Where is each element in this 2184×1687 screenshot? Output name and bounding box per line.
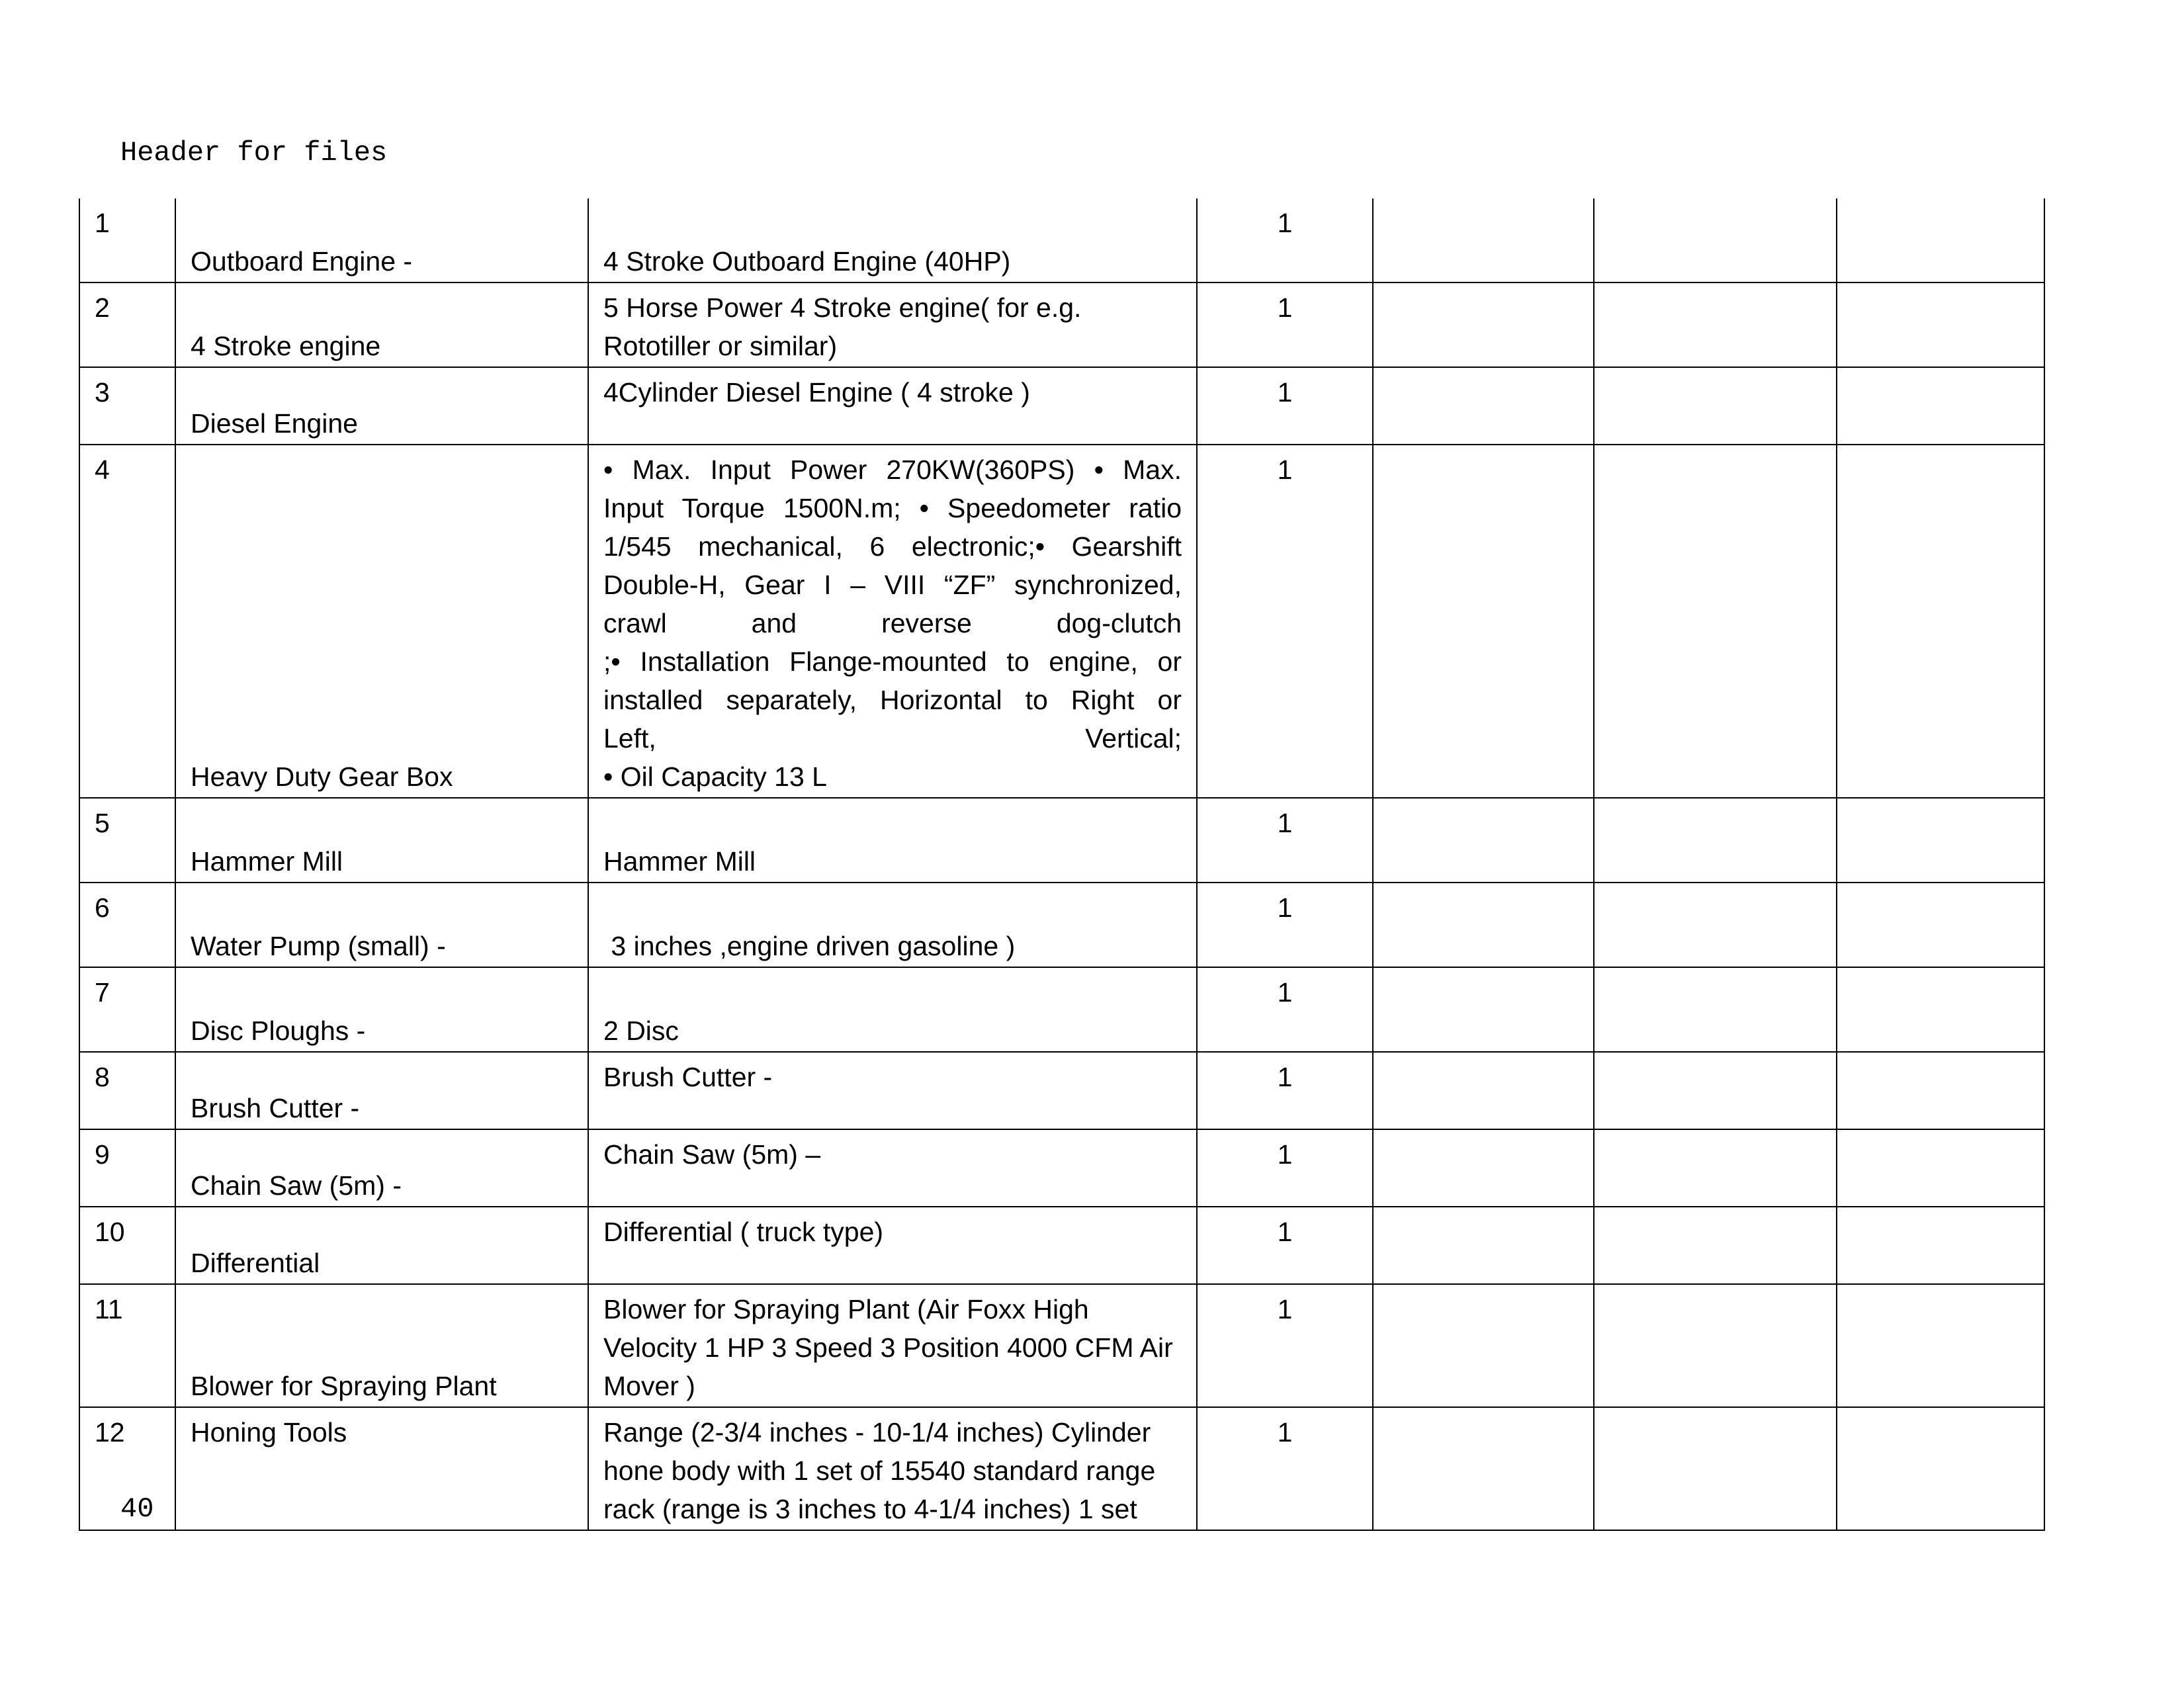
item-name: Blower for Spraying Plant	[175, 1284, 588, 1407]
empty-cell	[1594, 798, 1837, 883]
page-header: Header for files	[120, 137, 388, 169]
item-qty: 1	[1197, 1407, 1373, 1530]
table-row	[79, 1052, 2044, 1129]
empty-cell	[1594, 1129, 1837, 1207]
empty-cell	[1373, 883, 1594, 967]
spec-line: ;• Installation Flange-mounted to engine, or	[603, 646, 1182, 677]
item-name: Brush Cutter -	[175, 1052, 588, 1129]
table-row	[79, 1207, 2044, 1284]
empty-cell	[1373, 445, 1594, 798]
item-spec: Hammer Mill	[588, 798, 1197, 883]
item-qty: 1	[1197, 967, 1373, 1052]
item-qty: 1	[1197, 1284, 1373, 1407]
item-qty: 1	[1197, 798, 1373, 883]
item-number: 8	[79, 1052, 175, 1129]
spec-line: Left, Vertical;	[603, 723, 1182, 754]
item-qty: 1	[1197, 367, 1373, 445]
item-name: Honing Tools	[175, 1407, 588, 1530]
item-name: Heavy Duty Gear Box	[175, 445, 588, 798]
item-number: 5	[79, 798, 175, 883]
item-spec: Blower for Spraying Plant (Air Foxx High Velocity 1 HP 3 Speed 3 Position 4000 CFM Air Mover )	[588, 1284, 1197, 1407]
empty-cell	[1837, 1052, 2044, 1129]
equipment-table	[79, 198, 2045, 1531]
empty-cell	[1373, 1207, 1594, 1284]
item-spec: 5 Horse Power 4 Stroke engine( for e.g. Rototiller or similar)	[588, 282, 1197, 367]
table-row	[79, 282, 2044, 367]
item-spec: Range (2-3/4 inches - 10-1/4 inches) Cylinder hone body with 1 set of 15540 standard range rack (range is 3 inches to 4-1/4 inches) 1 set	[588, 1407, 1197, 1530]
empty-cell	[1373, 798, 1594, 883]
table-row	[79, 1407, 2044, 1530]
item-name: Outboard Engine -	[175, 198, 588, 282]
item-name: Differential	[175, 1207, 588, 1284]
empty-cell	[1837, 198, 2044, 282]
table-row	[79, 445, 2044, 798]
empty-cell	[1594, 1284, 1837, 1407]
empty-cell	[1837, 1407, 2044, 1530]
item-number: 3	[79, 367, 175, 445]
table-row	[79, 198, 2044, 282]
item-spec: Differential ( truck type)	[588, 1207, 1197, 1284]
empty-cell	[1594, 445, 1837, 798]
item-qty: 1	[1197, 282, 1373, 367]
empty-cell	[1837, 1129, 2044, 1207]
empty-cell	[1837, 367, 2044, 445]
empty-cell	[1594, 1407, 1837, 1530]
empty-cell	[1837, 1207, 2044, 1284]
item-number: 1	[79, 198, 175, 282]
empty-cell	[1373, 1052, 1594, 1129]
empty-cell	[1373, 367, 1594, 445]
item-spec: 3 inches ,engine driven gasoline )	[588, 883, 1197, 967]
item-spec: Brush Cutter -	[588, 1052, 1197, 1129]
item-spec	[588, 445, 1197, 798]
item-qty: 1	[1197, 198, 1373, 282]
spec-line: • Max. Input Power 270KW(360PS) • Max.	[603, 454, 1182, 485]
empty-cell	[1373, 967, 1594, 1052]
item-number: 11	[79, 1284, 175, 1407]
empty-cell	[1373, 1129, 1594, 1207]
item-spec: Chain Saw (5m) –	[588, 1129, 1197, 1207]
empty-cell	[1594, 1052, 1837, 1129]
table-row	[79, 967, 2044, 1052]
spec-line: Double-H, Gear I – VIII “ZF” synchronized,	[603, 570, 1182, 600]
item-name: Chain Saw (5m) -	[175, 1129, 588, 1207]
item-number: 6	[79, 883, 175, 967]
empty-cell	[1594, 1207, 1837, 1284]
spec-line: 1/545 mechanical, 6 electronic;• Gearshift	[603, 531, 1182, 562]
empty-cell	[1373, 282, 1594, 367]
empty-cell	[1594, 282, 1837, 367]
spec-line: crawl and reverse dog-clutch	[603, 608, 1182, 638]
empty-cell	[1373, 1284, 1594, 1407]
item-spec: 4 Stroke Outboard Engine (40HP)	[588, 198, 1197, 282]
item-number: 9	[79, 1129, 175, 1207]
item-name: Water Pump (small) -	[175, 883, 588, 967]
item-number: 12	[79, 1407, 175, 1530]
item-qty: 1	[1197, 445, 1373, 798]
spec-line: • Oil Capacity 13 L	[603, 761, 827, 792]
spec-line: installed separately, Horizontal to Right or	[603, 685, 1182, 715]
item-number: 2	[79, 282, 175, 367]
item-spec: 4Cylinder Diesel Engine ( 4 stroke )	[588, 367, 1197, 445]
item-name: Diesel Engine	[175, 367, 588, 445]
table-row	[79, 1284, 2044, 1407]
item-qty: 1	[1197, 1207, 1373, 1284]
item-name: Disc Ploughs -	[175, 967, 588, 1052]
table-row	[79, 1129, 2044, 1207]
table-row	[79, 798, 2044, 883]
empty-cell	[1373, 1407, 1594, 1530]
empty-cell	[1837, 282, 2044, 367]
empty-cell	[1837, 445, 2044, 798]
item-number: 10	[79, 1207, 175, 1284]
empty-cell	[1594, 967, 1837, 1052]
empty-cell	[1837, 967, 2044, 1052]
empty-cell	[1373, 198, 1594, 282]
empty-cell	[1837, 1284, 2044, 1407]
empty-cell	[1837, 798, 2044, 883]
item-qty: 1	[1197, 883, 1373, 967]
page-number: 40	[120, 1493, 154, 1525]
item-spec: 2 Disc	[588, 967, 1197, 1052]
spec-line: Input Torque 1500N.m; • Speedometer ratio	[603, 493, 1182, 523]
item-number: 7	[79, 967, 175, 1052]
item-qty: 1	[1197, 1129, 1373, 1207]
empty-cell	[1594, 367, 1837, 445]
empty-cell	[1594, 883, 1837, 967]
table-row	[79, 883, 2044, 967]
item-qty: 1	[1197, 1052, 1373, 1129]
item-name: Hammer Mill	[175, 798, 588, 883]
empty-cell	[1837, 883, 2044, 967]
table-row	[79, 367, 2044, 445]
item-name: 4 Stroke engine	[175, 282, 588, 367]
item-number: 4	[79, 445, 175, 798]
empty-cell	[1594, 198, 1837, 282]
